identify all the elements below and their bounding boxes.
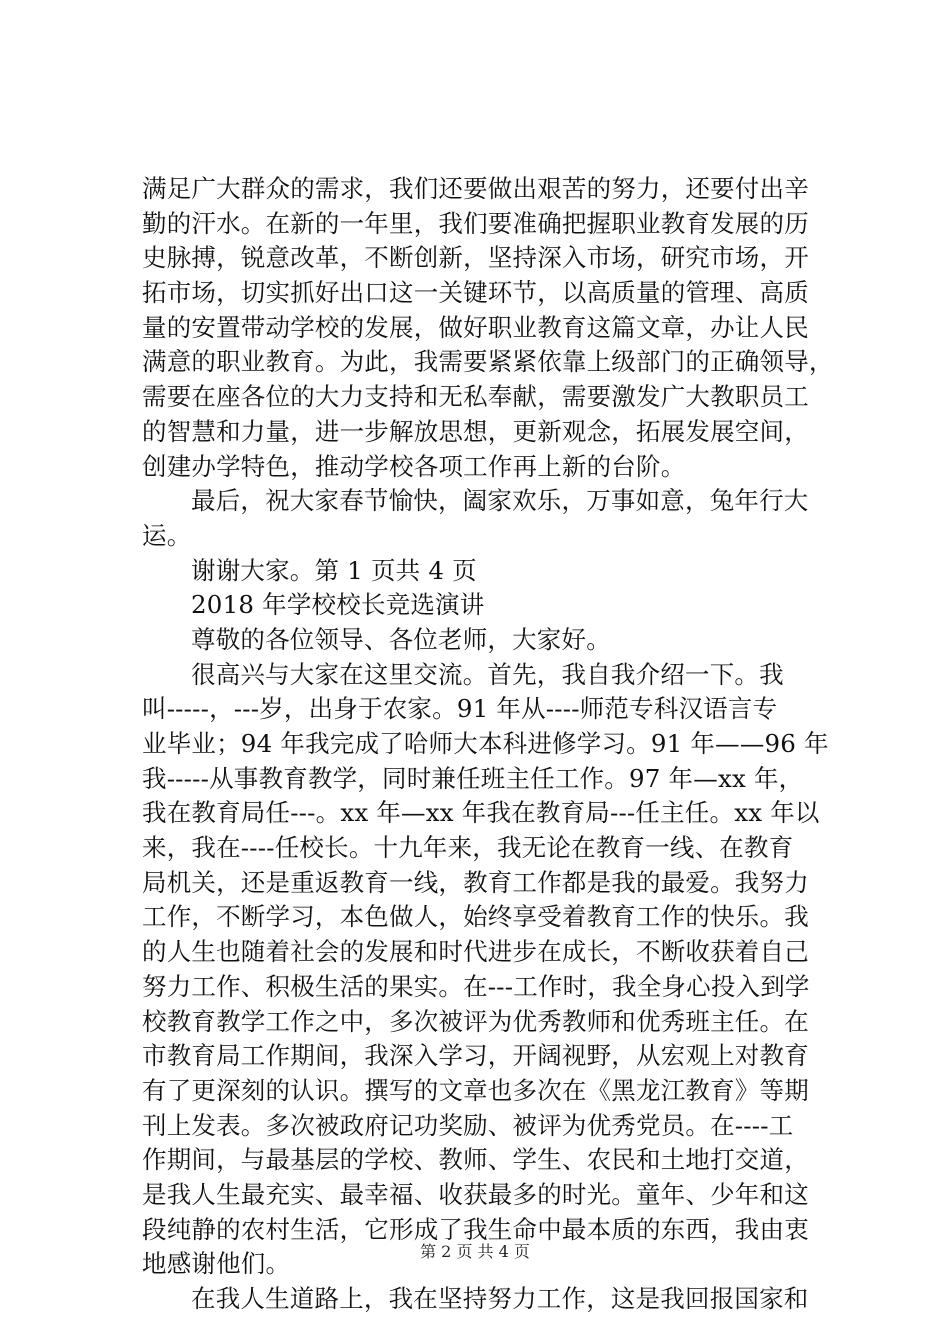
text-line: 来，我在----任校长。十九年来，我无论在教育一线、在教育 [142, 833, 794, 863]
text-line: 工作，不断学习，本色做人，始终享受着教育工作的快乐。我 [142, 902, 809, 932]
text-line: 的人生也随着社会的发展和时代进步在成长，不断收获着自己 [142, 937, 809, 967]
text-line: 2018 年学校校长竞选演讲 [191, 590, 485, 620]
text-line: 叫-----，---岁，出身于农家。91 年从----师范专科汉语言专 [142, 694, 778, 724]
text-line: 拓市场，切实抓好出口这一关键环节，以高质量的管理、高质 [142, 278, 809, 308]
text-line: 段纯静的农村生活，它形成了我生命中最本质的东西，我由衷 [142, 1214, 809, 1244]
document-body [142, 172, 842, 1317]
text-line: 满意的职业教育。为此，我需要紧紧依靠上级部门的正确领导， [142, 347, 834, 377]
text-line: 作期间，与最基层的学校、教师、学生、农民和土地打交道， [142, 1145, 809, 1175]
text-line: 业毕业；94 年我完成了哈师大本科进修学习。91 年——96 年 [142, 729, 829, 758]
text-line: 在我人生道路上，我在坚持努力工作，这是我回报国家和 [191, 1284, 809, 1313]
text-line: 满足广大群众的需求，我们还要做出艰苦的努力，还要付出辛 [142, 174, 809, 203]
text-line: 运。 [142, 520, 192, 550]
text-line: 的智慧和力量，进一步解放思想，更新观念，拓展发展空间， [142, 416, 809, 446]
text-line: 我在教育局任---。xx 年—xx 年我在教育局---任主任。xx 年以 [142, 798, 820, 828]
text-line: 刊上发表。多次被政府记功奖励、被评为优秀党员。在----工 [142, 1110, 794, 1140]
text-line: 勤的汗水。在新的一年里，我们要准确把握职业教育发展的历 [142, 208, 809, 238]
text-line: 有了更深刻的认识。撰写的文章也多次在《黑龙江教育》等期 [142, 1075, 809, 1105]
text-line: 量的安置带动学校的发展，做好职业教育这篇文章，办让人民 [142, 312, 809, 342]
text-line: 地感谢他们。 [142, 1249, 291, 1279]
text-line: 我-----从事教育教学，同时兼任班主任工作。97 年—xx 年， [142, 763, 804, 793]
text-line: 校教育教学工作之中，多次被评为优秀教师和优秀班主任。在 [142, 1006, 809, 1036]
text-line: 史脉搏，锐意改革，不断创新，坚持深入市场，研究市场，开 [142, 243, 809, 273]
text-line: 是我人生最充实、最幸福、收获最多的时光。童年、少年和这 [142, 1179, 809, 1209]
text-line: 谢谢大家。第 1 页共 4 页 [191, 555, 477, 585]
text-line: 尊敬的各位领导、各位老师，大家好。 [191, 624, 611, 654]
page-footer: 第 2 页 共 4 页 [420, 1242, 530, 1261]
text-line: 市教育局工作期间，我深入学习，开阔视野，从宏观上对教育 [142, 1041, 809, 1071]
text-line: 需要在座各位的大力支持和无私奉献，需要激发广大教职员工 [142, 382, 809, 412]
text-line: 最后，祝大家春节愉快，阖家欢乐，万事如意，兔年行大 [191, 486, 809, 516]
text-line: 创建办学特色，推动学校各项工作再上新的台阶。 [142, 451, 686, 481]
text-line: 努力工作、积极生活的果实。在---工作时，我全身心投入到学 [142, 971, 810, 1001]
text-line: 很高兴与大家在这里交流。首先，我自我介绍一下。我 [191, 659, 784, 689]
text-line: 局机关，还是重返教育一线，教育工作都是我的最爱。我努力 [142, 867, 809, 897]
